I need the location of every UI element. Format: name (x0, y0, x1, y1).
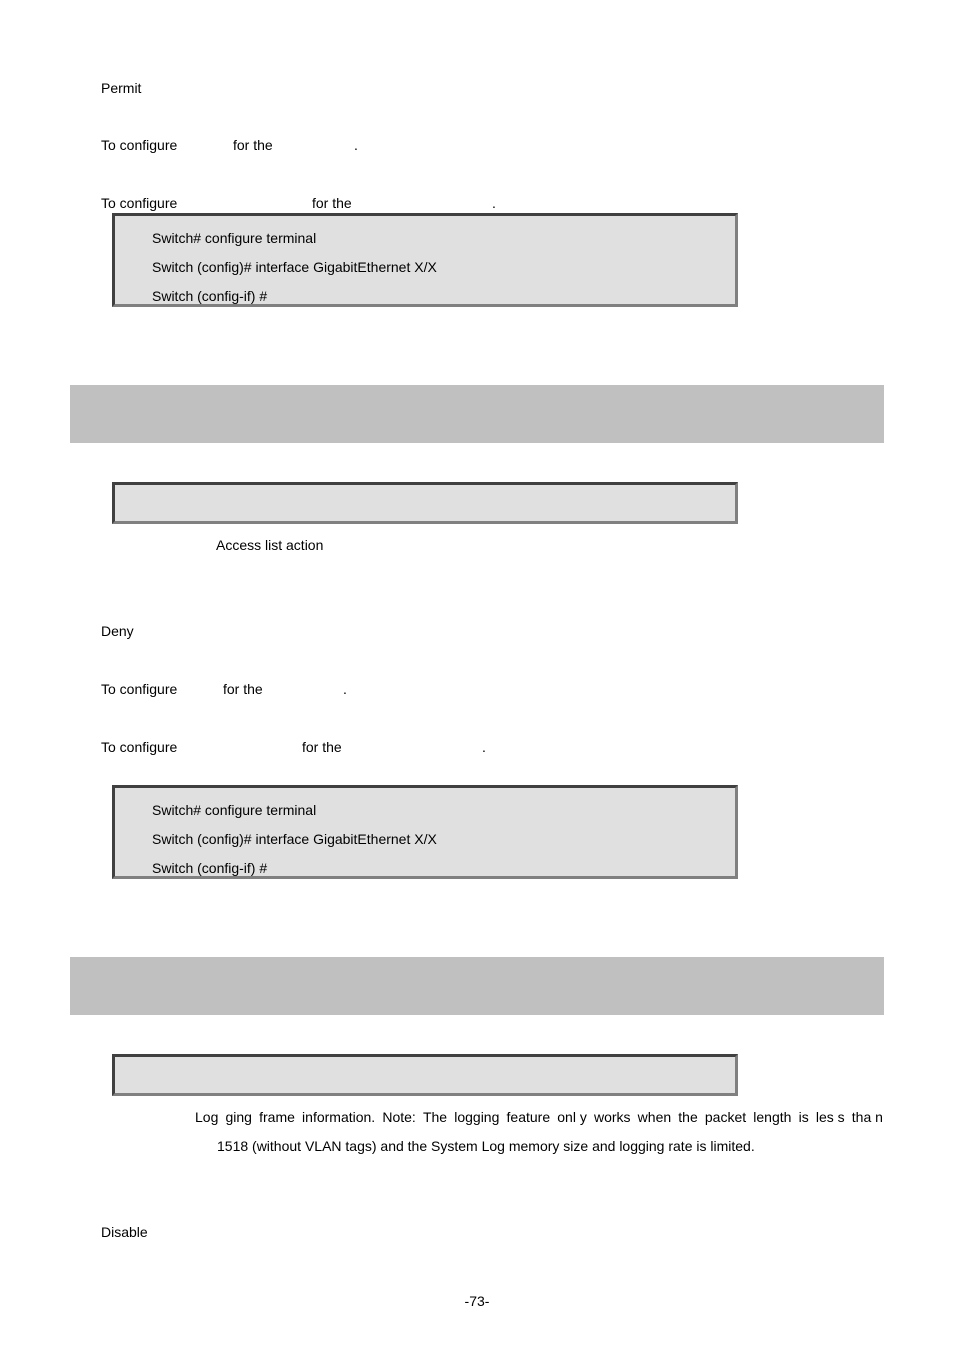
section-heading-band (70, 957, 884, 1015)
word: tha n (851, 1109, 883, 1125)
parameter-description: Access list action (216, 537, 324, 553)
default-value: Deny (101, 623, 134, 639)
configure-mode-prefix: To configure (101, 681, 178, 697)
configure-interface-suffix: . (482, 739, 486, 755)
example-line: Switch (config-if) # (152, 860, 268, 876)
word: les s (815, 1109, 845, 1125)
syntax-box-content (115, 1057, 735, 1093)
parameter-description-line1 (195, 1109, 883, 1125)
configure-interface-middle: for the (302, 739, 342, 755)
configure-interface-middle: for the (312, 195, 352, 211)
word: is (798, 1109, 809, 1125)
configure-interface-suffix: . (492, 195, 496, 211)
word: information. (302, 1109, 376, 1125)
word: when (637, 1109, 672, 1125)
configure-mode-prefix: To configure (101, 137, 178, 153)
word: length (753, 1109, 792, 1125)
word: logging (454, 1109, 500, 1125)
word: works (593, 1109, 631, 1125)
word: Note: (382, 1109, 416, 1125)
syntax-box-content (115, 485, 735, 521)
example-line: Switch# configure terminal (152, 230, 317, 246)
example-line: Switch# configure terminal (152, 802, 317, 818)
example-line: Switch (config-if) # (152, 288, 268, 304)
word: Log (195, 1109, 219, 1125)
configure-mode-middle: for the (223, 681, 263, 697)
configure-interface-prefix: To configure (101, 739, 178, 755)
word: The (422, 1109, 448, 1125)
word: packet (704, 1109, 747, 1125)
example-line: Switch (config)# interface GigabitEthernet X/X (152, 259, 437, 275)
example-line: Switch (config)# interface GigabitEthernet X/X (152, 831, 437, 847)
word: feature (506, 1109, 551, 1125)
syntax-box (112, 482, 738, 524)
word: onl y (557, 1109, 587, 1125)
default-value: Disable (101, 1224, 148, 1240)
parameter-description-line2: 1518 (without VLAN tags) and the System Log memory size and logging rate is limited. (217, 1138, 755, 1154)
syntax-box (112, 1054, 738, 1096)
configure-mode-middle: for the (233, 137, 273, 153)
example-code-box (112, 213, 738, 307)
word: ging (225, 1109, 252, 1125)
default-value: Permit (101, 80, 142, 96)
configure-interface-prefix: To configure (101, 195, 178, 211)
word: the (678, 1109, 698, 1125)
example-code-box (112, 785, 738, 879)
configure-mode-suffix: . (354, 137, 358, 153)
page-number: -73- (464, 1293, 490, 1309)
configure-mode-suffix: . (343, 681, 347, 697)
section-heading-band (70, 385, 884, 443)
word: frame (259, 1109, 295, 1125)
